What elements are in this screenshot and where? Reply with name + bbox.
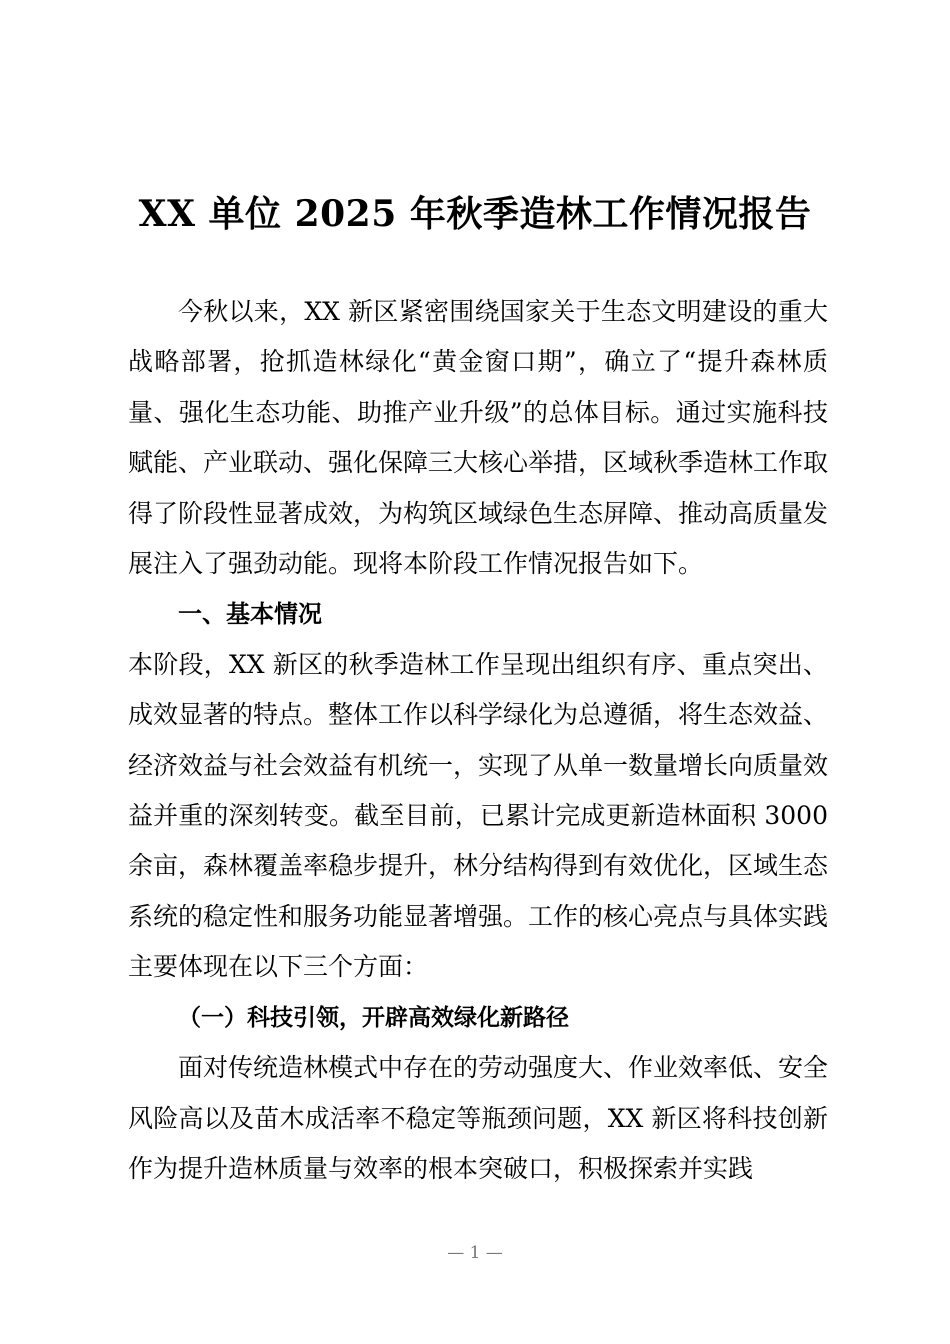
subsection-heading-tech: （一）科技引领，开辟高效绿化新路径 (178, 1004, 569, 1031)
intro-paragraph: 今秋以来，XX 新区紧密围绕国家关于生态文明建设的重大战略部署，抢抓造林绿化“黄金窗口期”，确立了“提升森林质量、强化生态功能、助推产业升级”的总体目标。通过实施科技赋能、产业联动、强化保障三大核心举措，区域秋季造林工作取得了阶段性显著成效，为构筑区域绿色生态屏障、推动高质量发展注入了强劲动能。现将本阶段工作情况报告如下。 (128, 297, 829, 579)
page-number: — 1 — (447, 1243, 503, 1263)
tech-paragraph: 面对传统造林模式中存在的劳动强度大、作业效率低、安全风险高以及苗木成活率不稳定等瓶颈问题，XX 新区将科技创新作为提升造林质量与效率的根本突破口，积极探索并实践 (128, 1053, 829, 1183)
document-title: XX 单位 2025 年秋季造林工作情况报告 (138, 193, 812, 235)
document-body (128, 287, 828, 1194)
section-heading-basic: 一、基本情况 (178, 600, 322, 629)
basic-situation-paragraph: 本阶段，XX 新区的秋季造林工作呈现出组织有序、重点突出、成效显著的特点。整体工作以科学绿化为总遵循，将生态效益、经济效益与社会效益有机统一，实现了从单一数量增长向质量效益并重的深刻转变。截至目前，已累计完成更新造林面积 3000 余亩，森林覆盖率稳步提升，林分结构得到有效优化，区域生态系统的稳定性和服务功能显著增强。工作的核心亮点与具体实践主要体现在以下三个方面： (128, 649, 829, 982)
